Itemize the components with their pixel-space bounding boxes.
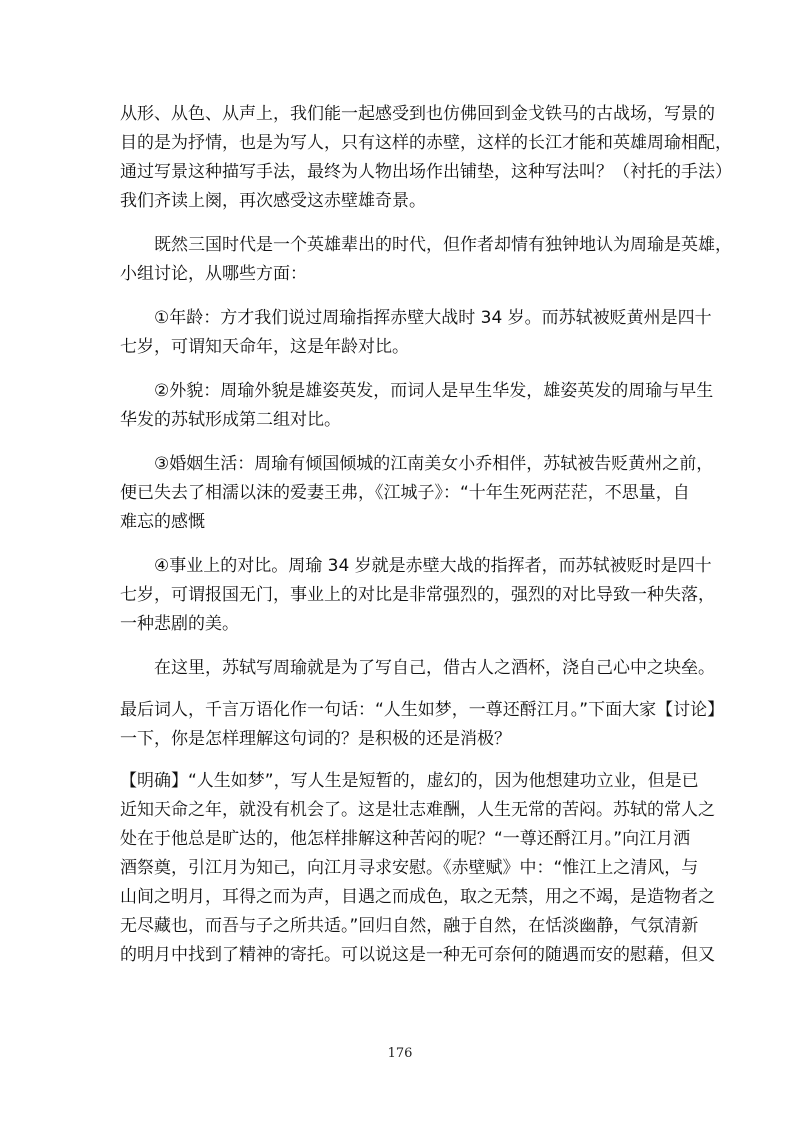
text-line: 小组讨论，从哪些方面：	[120, 264, 307, 284]
text-line: 七岁，可谓报国无门，事业上的对比是非常强烈的，强烈的对比导致一种失落，	[120, 585, 715, 605]
text-line: 的明月中找到了精神的寄托。可以说这是一种无可奈何的随遇而安的慰藉，但又	[120, 945, 715, 965]
text-line: 华发的苏轼形成第二组对比。	[120, 410, 341, 430]
text-line: 在这里，苏轼写周瑜就是为了写自己，借古人之酒杯，浇自己心中之块垒。	[154, 658, 715, 678]
text-line: 七岁，可谓知天命年，这是年龄对比。	[120, 337, 409, 357]
text-line: ①年龄：方才我们说过周瑜指挥赤壁大战时 34 岁。而苏轼被贬黄州是四十	[154, 308, 712, 328]
text-line: 从形、从色、从声上，我们能一起感受到也仿佛回到金戈铁马的古战场，写景的	[120, 104, 715, 124]
text-line: ③婚姻生活：周瑜有倾国倾城的江南美女小乔相伴，苏轼被告贬黄州之前，	[154, 454, 714, 474]
text-line: 目的是为抒情，也是为写人，只有这样的赤壁，这样的长江才能和英雄周瑜相配，	[120, 133, 732, 153]
text-line: 既然三国时代是一个英雄辈出的时代，但作者却情有独钟地认为周瑜是英雄，	[154, 235, 732, 255]
text-line: ②外貌：周瑜外貌是雄姿英发，而词人是早生华发，雄姿英发的周瑜与早生	[154, 381, 714, 401]
paragraph-question	[120, 696, 725, 754]
text-line: 一下，你是怎样理解这句词的？是积极的还是消极？	[120, 729, 511, 749]
text-line: 最后词人，千言万语化作一句话：“人生如梦，一尊还酹江月。”下面大家【讨论】	[120, 700, 725, 720]
paragraph-career	[120, 552, 715, 639]
text-line: 山间之明月，耳得之而为声，目遇之而成色，取之无禁，用之不竭，是造物者之	[120, 887, 715, 907]
paragraph-answer	[120, 767, 715, 970]
text-line: 【明确】“人生如梦”，写人生是短暂的，虚幻的，因为他想建功立业，但是已	[120, 771, 699, 791]
paragraph-discussion-intro	[120, 231, 732, 289]
paragraph-appearance	[120, 377, 714, 435]
paragraph-marriage	[120, 450, 714, 537]
page-number: 176	[387, 1046, 413, 1061]
text-line: 无尽藏也，而吾与子之所共适。”回归自然，融于自然，在恬淡幽静，气氛清新	[120, 916, 699, 936]
text-line: 近知天命之年，就没有机会了。这是壮志难酬，人生无常的苦闷。苏轼的常人之	[120, 800, 715, 820]
paragraph-scenery	[120, 100, 732, 216]
text-line: 便已失去了相濡以沫的爱妻王弗，《江城子》：“十年生死两茫茫，不思量，自	[120, 483, 690, 503]
text-line: 通过写景这种描写手法，最终为人物出场作出铺垫，这种写法叫？（衬托的手法）	[120, 162, 732, 182]
paragraph-age	[120, 304, 712, 362]
text-line: 一种悲剧的美。	[120, 614, 239, 634]
text-line: 酒祭奠，引江月为知己，向江月寻求安慰。《赤壁赋》中：“惟江上之清风，与	[120, 858, 699, 878]
page-body	[120, 100, 732, 970]
text-line: 我们齐读上阕，再次感受这赤壁雄奇景。	[120, 191, 426, 211]
text-line: 难忘的感慨	[120, 512, 205, 532]
paragraph-conclusion	[120, 654, 715, 683]
text-line: 处在于他总是旷达的，他怎样排解这种苦闷的呢？“一尊还酹江月。”向江月洒	[120, 829, 691, 849]
text-line: ④事业上的对比。周瑜 34 岁就是赤壁大战的指挥者，而苏轼被贬时是四十	[154, 556, 712, 576]
